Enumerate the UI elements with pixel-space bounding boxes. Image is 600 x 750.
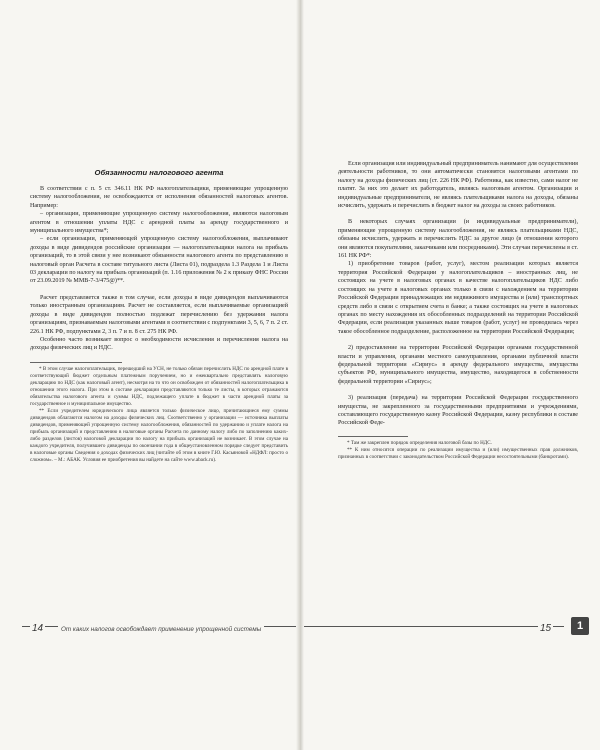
paragraph: В соответствии с п. 5 ст. 346.11 НК РФ налогоплательщики, применяющие упрощенную систему налогообложения, не освобождаются от исполнения обязанностей налоговых агентов. Например: bbox=[30, 186, 288, 209]
footer-rule bbox=[304, 626, 564, 627]
page-footer bbox=[0, 620, 600, 640]
paragraph: – организации, применяющие упрощенную систему налогообложения, являются налоговым агентом в отношении уплаты НДС с арендной платы за аренду государственного и муниципального имущества*; bbox=[30, 211, 288, 235]
page-number: 15 bbox=[540, 623, 552, 634]
paragraph: Расчет представляется также в том случае, если доходы в виде дивидендов выплачиваются только иностранным организациям. Расчет не составляется, если выплачиваемые организацией доходы в виде дивидендов полностью подлежат перечислению без удержания налога организациям, признаваемым налоговыми агентами в соответствии с подпунктами 3, 5, 6, 7 п. 2 ст. 226.1 НК РФ, подпунктами 2, 3 п. 7 и п. 8 ст. 275 НК РФ. bbox=[30, 294, 288, 335]
running-title: От каких налогов освобождает применение упрощенной системы bbox=[58, 626, 264, 633]
paragraph: 1) приобретение товаров (работ, услуг), местом реализации которых является территория Российской Федерации у налогоплательщиков – иностранных лиц, не состоящих на учете в налоговых органах в качестве налогоплательщиков НДС либо состоящих на учете в налоговых органах только в связи с нахождением на территории Российской Федерации принадлежащих им недвижимого имущества и (или) транспортных средств либо в связи с открытием счета в банке; а также состоящих на учете в налоговых органах по месту нахождения их обособленных подразделений на территории Российской Федерации, если реализация указанных выше товаров (работ, услуг) не проводилась через такое обособленное подразделение, расположенное на территории Российской Федерации; bbox=[338, 261, 578, 335]
page-number: 14 bbox=[32, 623, 44, 634]
paragraph: Особенно часто возникает вопрос о необходимости исчисления и перечисления налога на доходы физических лиц и НДС. bbox=[30, 336, 288, 352]
footnote: ** К ним относятся операции по реализации имущества и (или) имущественных прав должников, признанных в соответствии с законодательством Российской Федерации несостоятельными (банкротами). bbox=[338, 446, 578, 460]
section-heading: Обязанности налогового агента bbox=[94, 168, 224, 177]
footnote-divider bbox=[338, 436, 408, 437]
footnote: * Там же закреплен порядок определения налоговой базы по НДС. bbox=[347, 439, 492, 446]
paragraph: Если организация или индивидуальный предприниматель нанимают для осуществления деятельности работников, то они автоматически становятся налоговыми агентами по налогу на доходы физических лиц (ст. 226 НК РФ). Работника, как известно, сами налог не платят. За них это делает их работодатель, являясь налоговым агентом. Организации и индивидуальные предприниматели, не являясь плательщиками налога на доходы, обязаны исчислить, удержать и перечислить в бюджет налог на доходы за своих работников. bbox=[338, 161, 578, 210]
footnote: ** Если учредителем юридического лица является только физическое лицо, причитающиеся ему суммы дивидендов облагаются налогом на доходы физических лиц. Соответственно у организации — источника выплаты дивидендов, применяющей упрощенную систему налогообложения, обязанностей по удержанию и уплате налога на прибыль организаций и представлению в налоговые органы Расчета по данному налогу либо по заполнению каких-либо разделов (листов) налоговой декларации по налогу на прибыль организаций не возникает. В этом случае на каждого учредителя, получившего дивиденды по окончании года в общеустановленном порядке следует представить в налоговые органы Сведения о доходах физических лиц (читайте об этом в книге Г.Ю. Касьяновой «НДФЛ: просто о сложном». – М.: АБАК. Условия ее приобретения вы найдете на сайте www.aback.ru). bbox=[30, 407, 288, 463]
footnote-divider bbox=[30, 362, 122, 363]
paragraph: В некоторых случаях организации (и индивидуальные предприниматели), применяющие упрощенную систему налогообложения, не являясь плательщиками НДС, обязаны исчислить, удержать и перечислить НДС за другое лицо (в отношении которого они являются покупателями, заказчиками или посредниками). Эти случаи перечислены в ст. 161 НК РФ*: bbox=[338, 219, 578, 260]
footnote: * В этом случае налогоплательщик, перешедший на УСН, не только обязан перечислить НДС по арендной плате в соответствующий бюджет отдельным платежным поручением, но и ежеквартально представлять налоговую декларацию по НДС (как налоговый агент), несмотря на то что он освобожден от обязанностей налогоплательщика в отношении этого налога. При этом в составе декларации представляются только те листы, в которых отражаются обязательства налогового агента и суммы НДС, подлежащего уплате в бюджет в части арендной платы за государственное и муниципальное имущество. bbox=[30, 365, 288, 407]
paragraph: – если организации, применяющей упрощенную систему налогообложения, выплачивают доходы в виде дивидендов российские организации — налогоплательщики налога на прибыль организаций, то в этой связи у нее возникают обязанности налогового агента по представлению в налоговый орган Расчета в составе титульного листа (Листа 01), подраздела 1.3 Раздела 1 и Листа 03 декларации по налогу на прибыль организаций (п. 1.16 приложения № 2 к приказу ФНС России от 23.09.2019 № ММВ-7-3/475@)**. bbox=[30, 236, 288, 285]
paragraph: 3) реализация (передача) на территории Российской Федерации государственного имущества, не закрепленного за государственными предприятиями и учреждениями, составляющего государственную казну Российской Федерации, казну республики в составе Российской Феде- bbox=[338, 395, 578, 427]
chapter-tab: 1 bbox=[571, 617, 589, 635]
paragraph: 2) предоставление на территории Российской Федерации органами государственной власти и управления, органами местного самоуправления, органами публичной власти федеральной территории «Сириус» в аренду федерального имущества, имущества субъектов РФ, муниципального имущества, имущество, находящегося в собственности федеральной территории «Сириус»; bbox=[338, 345, 578, 385]
